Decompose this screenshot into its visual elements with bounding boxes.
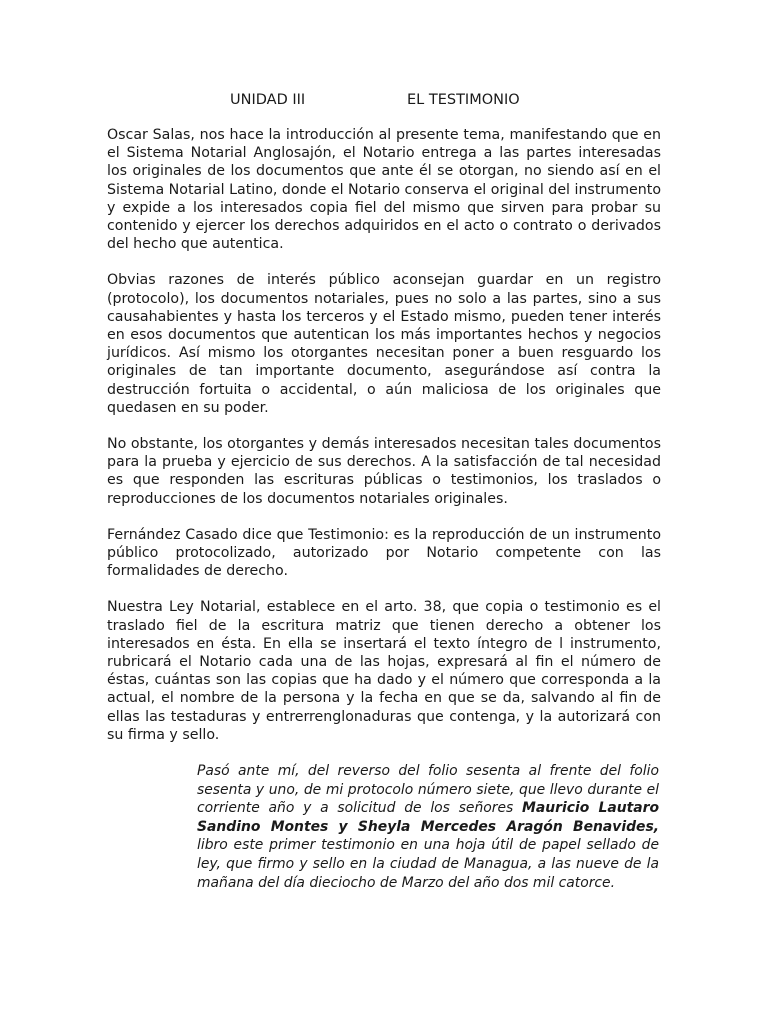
paragraph-needs: No obstante, los otorgantes y demás interesados necesitan tales documentos para la prueba y ejercicio de sus derechos. A la satisfacción de tal necesidad es que responden las escrituras públicas o testimonios, los traslados o reproducciones de los documentos notariales originales. [107, 436, 661, 507]
paragraph-definition: Fernández Casado dice que Testimonio: es la reproducción de un instrumento público protocolizado, autorizado por Notario competente con las formalidades de derecho. [107, 526, 661, 580]
quote-text-before: Pasó ante mí, del reverso del folio sesenta al frente del folio sesenta y uno, de mi protocolo número siete, que llevo durante el corriente año y a solicitud de los señores [197, 763, 659, 817]
document-title: EL TESTIMONIO [407, 92, 520, 108]
testimonio-example-quote [197, 762, 659, 892]
quote-party-names: Mauricio Lautaro Sandino Montes y Sheyla Mercedes Aragón Benavides, [197, 800, 659, 835]
unit-label: UNIDAD III [230, 92, 306, 108]
paragraph-protocol: Obvias razones de interés público aconsejan guardar en un registro (protocolo), los documentos notariales, pues no solo a las partes, sino a sus causahabientes y hasta los terceros y el Estado mismo, pueden tener interés en esos documentos que autentican los más importantes hechos y negocios jurídicos. Así mismo los otorgantes necesitan poner a buen resguardo los originales de tan importante documento, asegurándose así contra la destrucción fortuita o accidental, o aún maliciosa de los originales que quedasen en su poder. [107, 272, 661, 416]
quote-text-after: libro este primer testimonio en una hoja útil de papel sellado de ley, que firmo y sello en la ciudad de Managua, a las nueve de la mañana del día dieciocho de Marzo del año dos mil catorce. [197, 837, 659, 891]
document-page [107, 90, 661, 762]
document-heading [107, 90, 661, 112]
paragraph-introduction: Oscar Salas, nos hace la introducción al presente tema, manifestando que en el Sistema Notarial Anglosajón, el Notario entrega a las partes interesadas los originales de los documentos que ante él se otorgan, no siendo así en el Sistema Notarial Latino, donde el Notario conserva el original del instrumento y expide a los interesados copia fiel del mismo que sirven para probar su contenido y ejercer los derechos adquiridos en el acto o contrato o derivados del hecho que autentica. [107, 127, 661, 253]
paragraph-ley-notarial: Nuestra Ley Notarial, establece en el arto. 38, que copia o testimonio es el traslado fiel de la escritura matriz que tienen derecho a obtener los interesados en ésta. En ella se insertará el texto íntegro de l instrumento, rubricará el Notario cada una de las hojas, expresará al fin el número de éstas, cuántas son las copias que ha dado y el número que corresponda a la actual, el nombre de la persona y la fecha en que se da, salvando al fin de ellas las testaduras y entrerrenglonaduras que contenga, y la autorizará con su firma y sello. [107, 599, 661, 743]
